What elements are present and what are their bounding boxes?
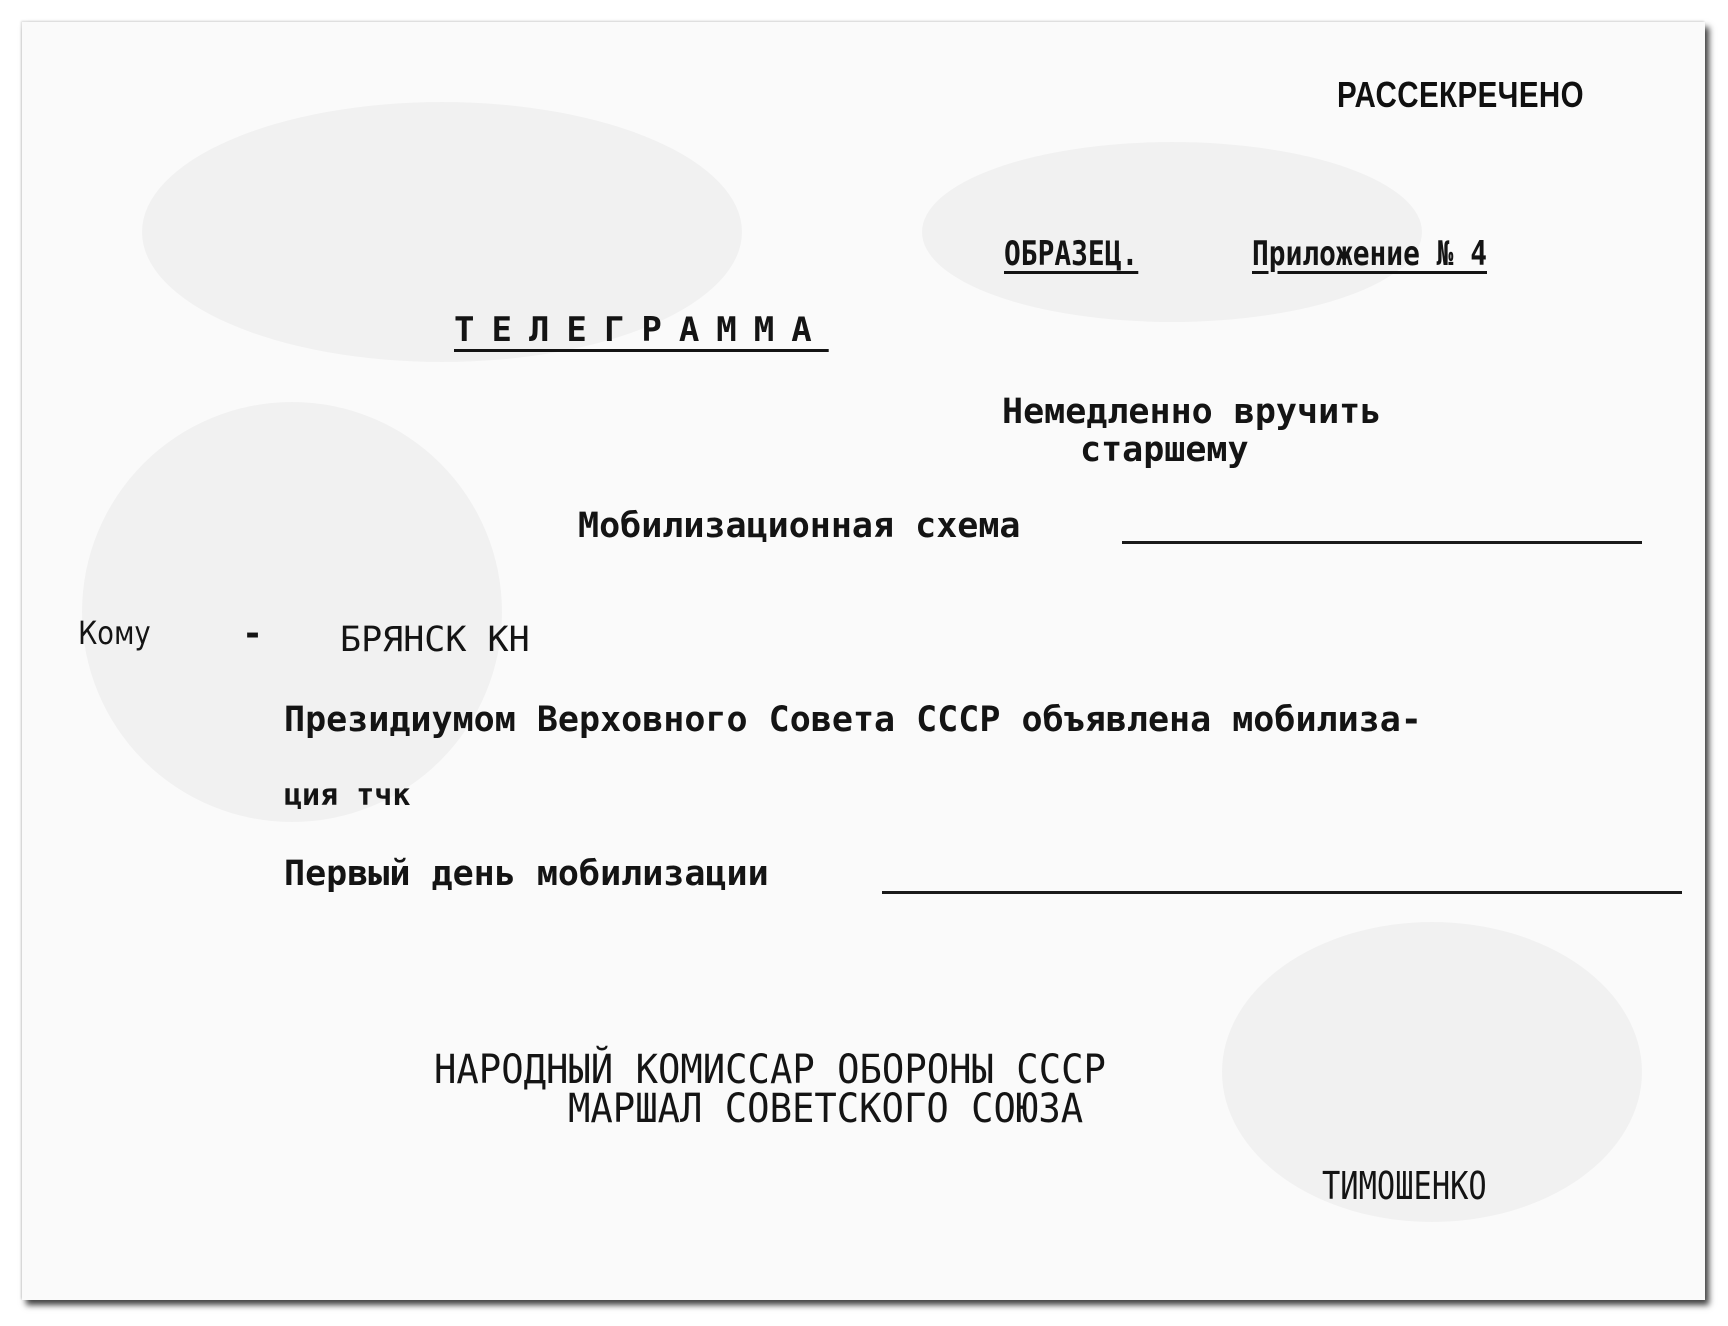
paper-texture <box>82 402 502 822</box>
urgent-instruction-line2: старшему <box>1080 430 1249 470</box>
declassified-stamp: РАССЕКРЕЧЕНО <box>1337 74 1585 115</box>
mobilization-scheme-label: Мобилизационная схема <box>578 506 1021 546</box>
recipient-label: Кому <box>78 614 151 652</box>
signature-title-line2: МАРШАЛ СОВЕТСКОГО СОЮЗА <box>568 1086 1084 1132</box>
first-day-blank <box>882 891 1682 894</box>
telegram-document <box>22 22 1705 1300</box>
signature-name: ТИМОШЕНКО <box>1322 1164 1487 1208</box>
recipient-dash: - <box>242 614 264 654</box>
urgent-instruction-line1: Немедленно вручить <box>1002 392 1382 432</box>
recipient-value: БРЯНСК КН <box>340 620 530 660</box>
appendix-label: Приложение № 4 <box>1252 234 1487 274</box>
message-body-line2: ция тчк <box>284 778 411 813</box>
mobilization-scheme-blank <box>1122 541 1642 544</box>
sample-label: ОБРАЗЕЦ. <box>1004 234 1139 274</box>
signature-title-line1: НАРОДНЫЙ КОМИССАР ОБОРОНЫ СССР <box>434 1047 1106 1093</box>
first-day-label: Первый день мобилизации <box>284 854 769 894</box>
message-body-line1: Президиумом Верховного Совета СССР объявлена мобилиза- <box>284 700 1422 740</box>
paper-texture <box>922 142 1422 322</box>
document-heading: ТЕЛЕГРАММА <box>454 310 829 350</box>
